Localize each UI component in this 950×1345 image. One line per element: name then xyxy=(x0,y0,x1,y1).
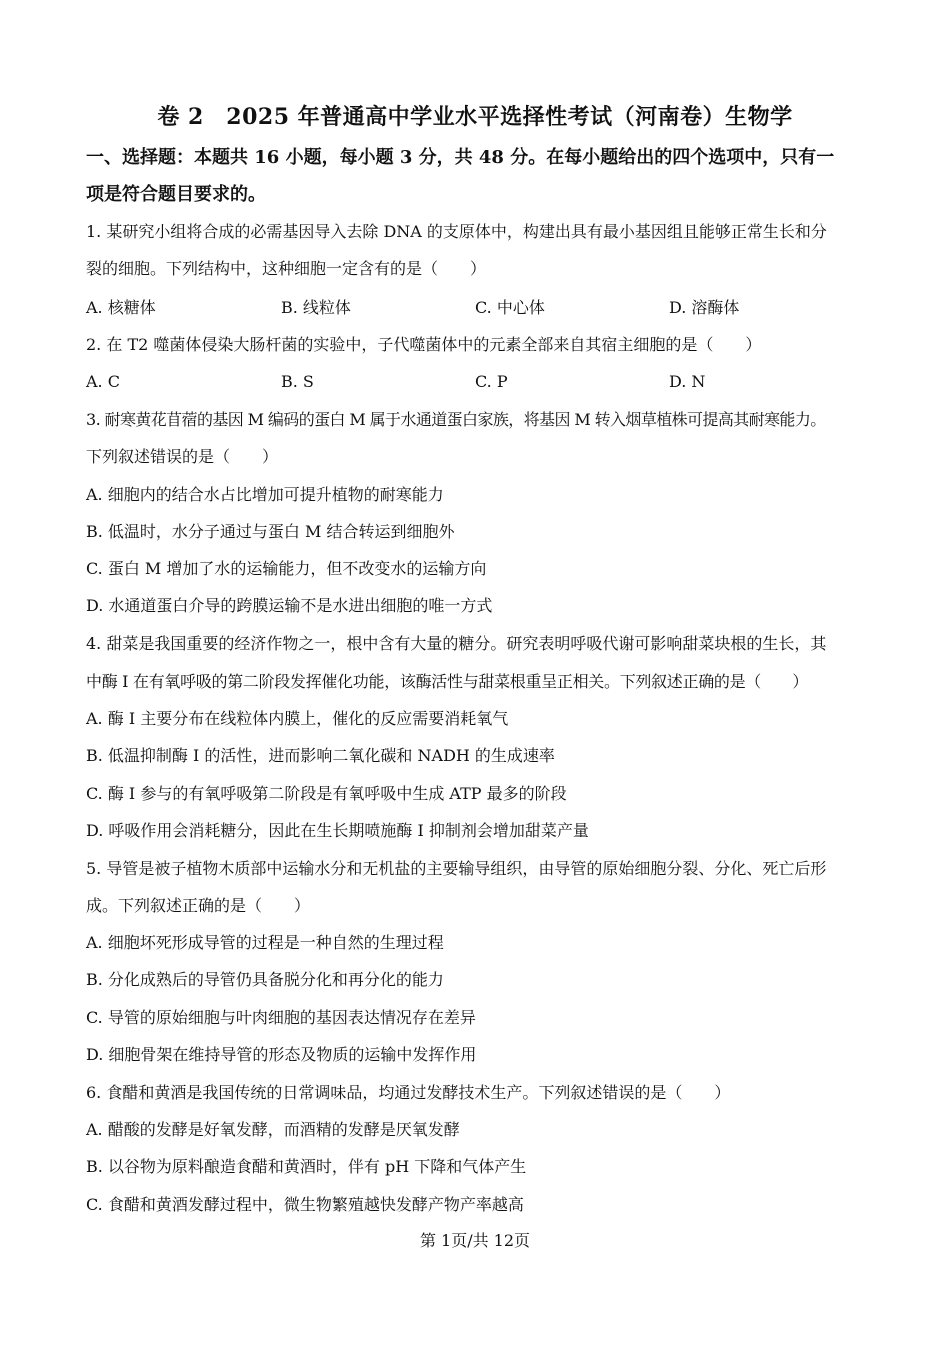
question-6-option-c: C. 食醋和黄酒发酵过程中，微生物繁殖越快发酵产物产率越高 xyxy=(86,1195,524,1214)
question-5-option-d: D. 细胞骨架在维持导管的形态及物质的运输中发挥作用 xyxy=(86,1045,477,1064)
question-2-option-a: A. C xyxy=(86,372,120,391)
question-5-stem-line2: 成。下列叙述正确的是（ ） xyxy=(86,896,311,915)
question-2-option-c: C. P xyxy=(475,372,508,391)
question-3-option-a: A. 细胞内的结合水占比增加可提升植物的耐寒能力 xyxy=(86,485,444,504)
question-1-stem-line1: 1. 某研究小组将合成的必需基因导入去除 DNA 的支原体中，构建出具有最小基因组且能够正常生长和分 xyxy=(86,222,827,241)
question-4-stem-line1: 4. 甜菜是我国重要的经济作物之一，根中含有大量的糖分。研究表明呼吸代谢可影响甜菜块根的生长，其 xyxy=(86,634,827,653)
question-6-option-b: B. 以谷物为原料酿造食醋和黄酒时，伴有 pH 下降和气体产生 xyxy=(86,1157,527,1176)
question-1-option-c: C. 中心体 xyxy=(475,298,545,317)
question-5-stem-line1: 5. 导管是被子植物木质部中运输水分和无机盐的主要输导组织，由导管的原始细胞分裂、分化、死亡后形 xyxy=(86,859,827,878)
question-2-option-b: B. S xyxy=(281,372,314,391)
question-1-option-d: D. 溶酶体 xyxy=(669,298,740,317)
question-4-option-d: D. 呼吸作用会消耗糖分，因此在生长期喷施酶 I 抑制剂会增加甜菜产量 xyxy=(86,821,589,840)
question-3-stem-line1: 3. 耐寒黄花苜蓿的基因 M 编码的蛋白 M 属于水通道蛋白家族，将基因 M 转入烟草植株可提高其耐寒能力。 xyxy=(86,410,826,429)
question-5-option-c: C. 导管的原始细胞与叶肉细胞的基因表达情况存在差异 xyxy=(86,1008,476,1027)
section-heading-line1: 一、选择题：本题共 16 小题，每小题 3 分，共 48 分。在每小题给出的四个选项中，只有一 xyxy=(86,147,835,168)
question-3-stem-line2: 下列叙述错误的是（ ） xyxy=(86,447,279,466)
question-3-option-b: B. 低温时，水分子通过与蛋白 M 结合转运到细胞外 xyxy=(86,522,455,541)
question-3-option-d: D. 水通道蛋白介导的跨膜运输不是水进出细胞的唯一方式 xyxy=(86,596,493,615)
question-4-stem-line2: 中酶 I 在有氧呼吸的第二阶段发挥催化功能，该酶活性与甜菜根重呈正相关。下列叙述正确的是（ ） xyxy=(86,672,809,691)
question-1-stem-line2: 裂的细胞。下列结构中，这种细胞一定含有的是（ ） xyxy=(86,259,487,278)
question-6-option-a: A. 醋酸的发酵是好氧发酵，而酒精的发酵是厌氧发酵 xyxy=(86,1120,460,1139)
question-2-option-d: D. N xyxy=(669,372,706,391)
question-4-option-c: C. 酶 I 参与的有氧呼吸第二阶段是有氧呼吸中生成 ATP 最多的阶段 xyxy=(86,784,567,803)
question-2-stem: 2. 在 T2 噬菌体侵染大肠杆菌的实验中，子代噬菌体中的元素全部来自其宿主细胞的是（ ） xyxy=(86,335,762,354)
page-title: 卷 2 2025 年普通高中学业水平选择性考试（河南卷）生物学 xyxy=(157,104,793,130)
page-footer: 第 1页/共 12页 xyxy=(419,1231,531,1250)
question-1-option-b: B. 线粒体 xyxy=(281,298,351,317)
question-4-option-a: A. 酶 I 主要分布在线粒体内膜上，催化的反应需要消耗氧气 xyxy=(86,709,509,728)
question-6-stem: 6. 食醋和黄酒是我国传统的日常调味品，均通过发酵技术生产。下列叙述错误的是（ ） xyxy=(86,1083,731,1102)
question-5-option-b: B. 分化成熟后的导管仍具备脱分化和再分化的能力 xyxy=(86,970,444,989)
section-heading-line2: 项是符合题目要求的。 xyxy=(86,184,266,205)
question-1-option-a: A. 核糖体 xyxy=(86,298,156,317)
question-3-option-c: C. 蛋白 M 增加了水的运输能力，但不改变水的运输方向 xyxy=(86,559,487,578)
question-5-option-a: A. 细胞坏死形成导管的过程是一种自然的生理过程 xyxy=(86,933,444,952)
question-4-option-b: B. 低温抑制酶 I 的活性，进而影响二氧化碳和 NADH 的生成速率 xyxy=(86,746,555,765)
